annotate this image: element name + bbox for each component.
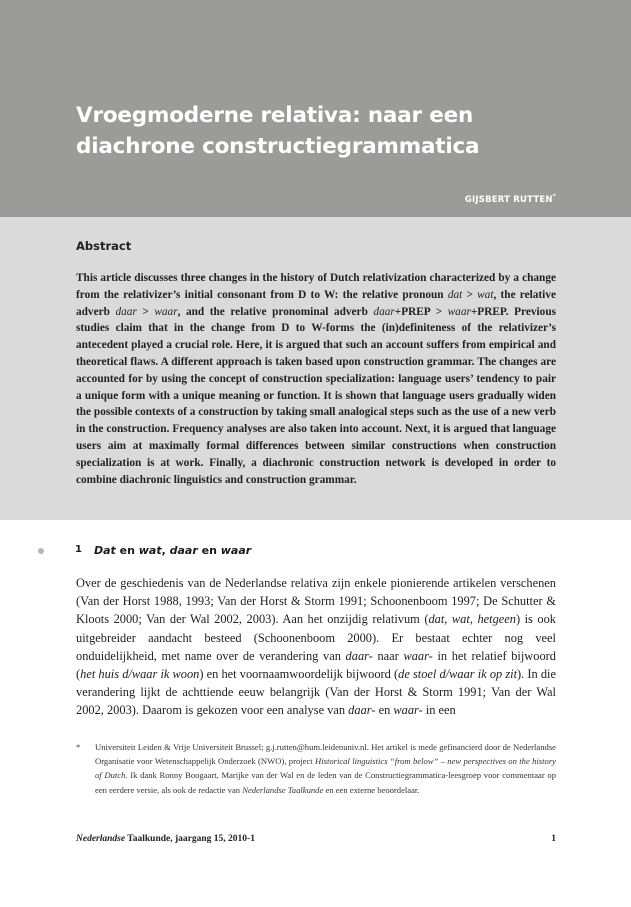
- text-run: >: [136, 305, 155, 318]
- text-run: +PREP. Previous studies claim that in the change from D to W-forms the (in)definiteness of the relativizer’s antecedent played a crucial role. Here, it is argued that such an account suffers from empirical and theoretical flaws. A different approach is taken based upon construction grammar. The changes are accounted for by using the concept of construction specialization: language users’ tendency to pair a unique form with a unique meaning or function. It is shown that language users gradually widen the possible contexts of a construction by taking small analogical steps such as the use of a new verb in the construction. Frequency analyses are also taken into account. Next, it is argued that language users aim at maximally formal differences between similar constructions when construction specialization is at work. Finally, a diachronic construction network is developed in order to combine diachronic linguistics and construction grammar.: [76, 305, 556, 486]
- italic-text: dat, wat, hetgeen: [428, 612, 516, 627]
- text-run: This article discusses three changes in the history of Dutch relativization characterized by a change from the relativizer’s initial consonant from D to W: the relative pronoun: [76, 272, 556, 301]
- footnote: [76, 740, 556, 797]
- italic-text: het huis d/waar ik woon: [80, 667, 200, 682]
- italic-text: Nederlandse Taalkunde: [242, 784, 324, 795]
- italic-text: waar: [447, 305, 471, 318]
- text-run: en: [197, 544, 221, 557]
- italic-text: Dat: [94, 544, 116, 557]
- italic-text: daar-: [345, 648, 373, 663]
- text-run: en een externe beoordelaar.: [323, 784, 420, 795]
- author-footnote-mark[interactable]: *: [552, 193, 556, 200]
- text-run: ). In die verandering lijkt de achttiende eeuw belangrijk (Van der Horst & Storm 1991; Van der Wal 2002, 2003). Daarom is gekozen voor een analyse van: [76, 667, 556, 718]
- text-run: Universiteit Leiden & Vrije Universiteit Brussel; g.j.rutten@hum.leidenuniv.nl. Het artikel is mede gefinancierd door de Nederlandse Organisatie voor Wetenschappelijk Onderzoek (NWO), project: [95, 742, 556, 767]
- text-run: naar: [372, 648, 404, 663]
- abstract-body: [76, 270, 556, 488]
- italic-text: wat: [138, 544, 162, 557]
- section-bullet-icon: [38, 548, 44, 554]
- article-title: Vroegmoderne relativa: naar een diachrone constructiegrammatica: [76, 103, 480, 159]
- footer-journal-rest: Taalkunde, jaargang 15, 2010-1: [125, 834, 255, 844]
- text-run: Over de geschiedenis van de Nederlandse relativa zijn enkele pionierende artikelen verschenen (Van der Horst 1988, 1993; Van der Horst & Storm 1991; Schoonenboom 1997; De Schutter & Kloots 2000; Van der Wal 2002, 2003). Aan het onzijdig relativum (: [76, 576, 556, 627]
- section-number: 1: [75, 544, 82, 555]
- italic-text: Historical linguistics “from below” – new perspectives on the history of Dutch: [95, 756, 556, 781]
- italic-text: de stoel d/waar ik op zit: [398, 667, 518, 682]
- italic-text: daar-: [348, 703, 376, 718]
- body-paragraph: [76, 574, 556, 720]
- italic-text: daar: [115, 305, 137, 318]
- italic-text: wat: [477, 288, 494, 301]
- text-run: >: [462, 288, 478, 301]
- footnote-mark: *: [76, 742, 81, 752]
- footnote-text: [95, 740, 556, 797]
- text-run: . Ik dank Ronny Boogaart, Marijke van der Wal en de leden van de Constructiegrammatica-leesgroep voor commentaar op een eerdere versie, als ook de redactie van: [95, 770, 556, 795]
- text-run: , the relative adverb: [76, 288, 556, 318]
- italic-text: waar-: [403, 648, 433, 663]
- italic-text: waar: [154, 305, 178, 318]
- text-run: in het relatief bijwoord (: [76, 648, 556, 682]
- footer-page-number: 1: [551, 834, 556, 844]
- text-run: +PREP >: [394, 305, 448, 318]
- italic-text: dat: [447, 288, 463, 301]
- text-run: ) is ook uitgebreider aandacht besteed (Schoonenboom 2000). Er bestaat echter nog veel onduidelijkheid, met name over de verandering van: [76, 612, 556, 663]
- text-run: in een: [422, 703, 456, 718]
- italic-text: waar: [220, 544, 252, 557]
- text-run: en: [375, 703, 394, 718]
- footer-journal-italic: Nederlandse: [76, 834, 126, 844]
- italic-text: daar: [169, 544, 198, 557]
- section-title: [94, 544, 251, 557]
- footer-journal: [76, 834, 255, 844]
- text-run: ) en het voornaamwoordelijk bijwoord (: [199, 667, 399, 682]
- text-run: en: [115, 544, 139, 557]
- text-run: , and the relative pronominal adverb: [177, 305, 374, 318]
- abstract-heading: Abstract: [76, 239, 132, 253]
- author-name: [465, 193, 556, 205]
- italic-text: daar: [373, 305, 395, 318]
- text-run: ,: [161, 544, 170, 557]
- italic-text: waar-: [393, 703, 423, 718]
- author-name-text: GIJSBERT RUTTEN: [464, 194, 553, 205]
